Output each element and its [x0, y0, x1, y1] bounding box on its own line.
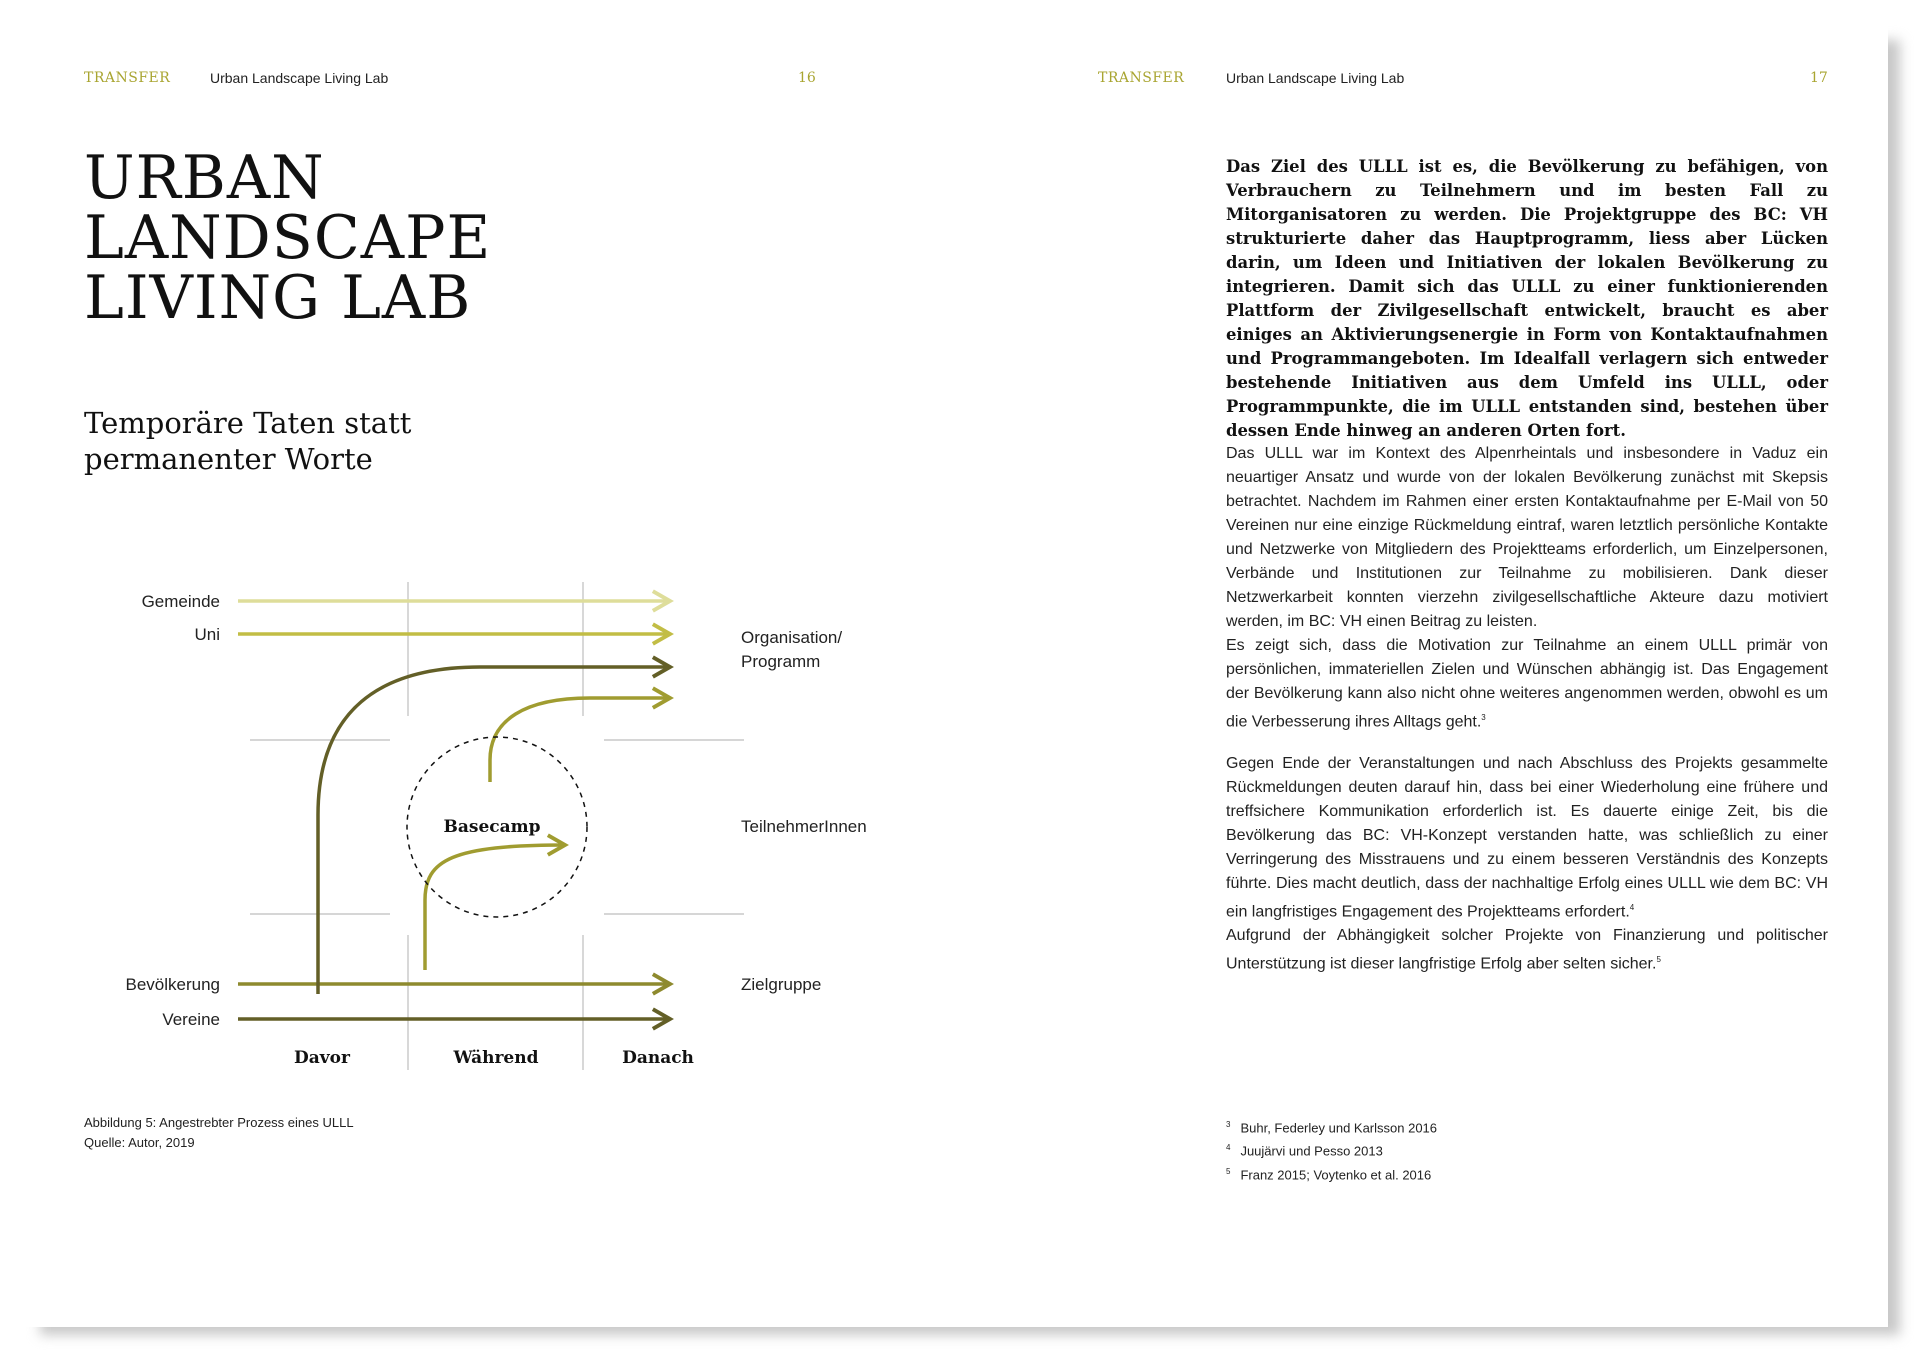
title-line-3: LIVING LAB — [84, 263, 472, 333]
left-publication-title: Urban Landscape Living Lab — [210, 70, 389, 86]
footnote-item: $^3$ Buhr, Federley und Karlsson 2016 — [1226, 1120, 1438, 1136]
caption-source: Quelle: Autor, 2019 — [84, 1135, 195, 1150]
zielgruppe-to-basecamp-curve — [425, 845, 565, 970]
body-text-block-2 — [1226, 752, 1828, 977]
label-vereine: Vereine — [162, 1010, 220, 1029]
body-paragraph: Das ULLL war im Kontext des Alpenrheintals und insbesondere in Vaduz ein neuartiger Ansatz und wurde von der lokalen Bevölkerung zunächst mit Skepsis betrachtet. Nachdem im Rahmen einer ersten Kontaktaufnahme per E-Mail von 50 Vereinen nur eine einzige Rückmeldung eintraf, waren letztlich persönliche Kontakte und Netzwerke von Mitgliedern des Projektteams erforderlich, um Einzelpersonen, Verbände und Institutionen zur Teilnahme zu mobilisieren. Dank dieser Netzwerkarbeit konnten vierzehn zivilgesellschaftliche Akteure dazu motiviert werden, im BC: VH einen Beitrag zu leisten. — [1226, 445, 1828, 630]
page-subtitle: Temporäre Taten statt permanenter Worte — [84, 406, 412, 476]
phase-danach: Danach — [622, 1048, 694, 1068]
process-diagram — [0, 570, 944, 1090]
label-programm: Programm — [741, 652, 821, 671]
label-organisation: Organisation/ — [741, 628, 843, 647]
figure-caption — [84, 1113, 354, 1153]
title-line-1: URBAN — [84, 143, 325, 213]
label-teilnehmerinnen: TeilnehmerInnen — [741, 817, 867, 836]
footnote-item: $^4$ Juujärvi und Pesso 2013 — [1226, 1143, 1383, 1159]
footnote-item: $^5$ Franz 2015; Voytenko et al. 2016 — [1226, 1166, 1432, 1182]
label-gemeinde: Gemeinde — [141, 592, 220, 611]
page-title — [84, 143, 492, 333]
body-paragraph: Gegen Ende der Veranstaltungen und nach Abschluss des Projekts gesammelte Rückmeldungen deuten darauf hin, dass bei einer Wiederholung eine frühere und treffsichere Kommunikation erforderlich ist. Es dauerte einige Zeit, bis die Bevölkerung das BC: VH-Konzept verstanden hatte, was schließlich zu einer Verringerung des Misstrauens und zu einem besseren Verständnis des Konzepts führte. Dies macht deutlich, dass der nachhaltige Erfolg eines ULLL wie dem BC: VH ein langfristiges Engagement des Projektteams erfordert.$^4$ — [1226, 755, 1828, 921]
footnotes — [1226, 1115, 1437, 1185]
right-page — [944, 0, 1888, 1327]
basecamp-label: Basecamp — [443, 817, 541, 837]
right-page-number: 17 — [1810, 70, 1828, 86]
footnote-marker: 3 — [1481, 713, 1486, 722]
left-page-number: 16 — [798, 70, 816, 86]
label-zielgruppe: Zielgruppe — [741, 975, 822, 994]
label-bevoelkerung: Bevölkerung — [125, 975, 220, 994]
right-publication-title: Urban Landscape Living Lab — [1226, 70, 1405, 86]
label-uni: Uni — [194, 625, 220, 644]
left-page — [0, 0, 944, 1327]
title-line-2: LANDSCAPE — [84, 203, 492, 273]
lead-paragraph: Das Ziel des ULLL ist es, die Bevölkerung zu befähigen, von Verbrauchern zu Teilnehmern und im besten Fall zu Mitorganisatoren zu werden. Die Projektgruppe des BC: VH strukturierte daher das Hauptprogramm, liess aber Lücken darin, um Ideen und Initiativen der lokalen Bevölkerung zu integrieren. Damit sich das ULLL zu einer funktionierenden Plattform der Zivilgesellschaft entwickelt, braucht es aber einiges an Aktivierungsenergie in Form von Kontaktaufnahmen und Programmangeboten. Im Idealfall verlagern sich entweder bestehende Initiativen aus dem Umfeld ins ULLL, oder Programmpunkte, die im ULLL entstanden sind, bestehen über dessen Ende hinweg an anderen Orten fort. — [1226, 157, 1828, 440]
footnote-marker: 5 — [1656, 955, 1661, 965]
body-paragraph: Es zeigt sich, dass die Motivation zur Teilnahme an einem ULLL primär von persönlichen, immateriellen Zielen und Wünschen abhängig ist. Das Engagement der Bevölkerung kann also nicht ohne weiteres angenommen werden, obwohl es um die Verbesserung ihres Alltags geht.$^3$ — [1226, 637, 1828, 731]
body-text-block-1 — [1226, 442, 1828, 734]
right-section-label: TRANSFER — [1098, 70, 1185, 86]
footnote-marker: 4 — [1629, 903, 1635, 912]
caption-title: Abbildung 5: Angestrebter Prozess eines ULLL — [84, 1115, 354, 1130]
left-section-label: TRANSFER — [84, 70, 171, 86]
phase-waehrend: Während — [453, 1048, 539, 1068]
phase-davor: Davor — [294, 1048, 350, 1068]
body-paragraph: Aufgrund der Abhängigkeit solcher Projekte von Finanzierung und politischer Unterstützung ist dieser langfristige Erfolg aber selten sicher.$^5$ — [1226, 927, 1828, 973]
